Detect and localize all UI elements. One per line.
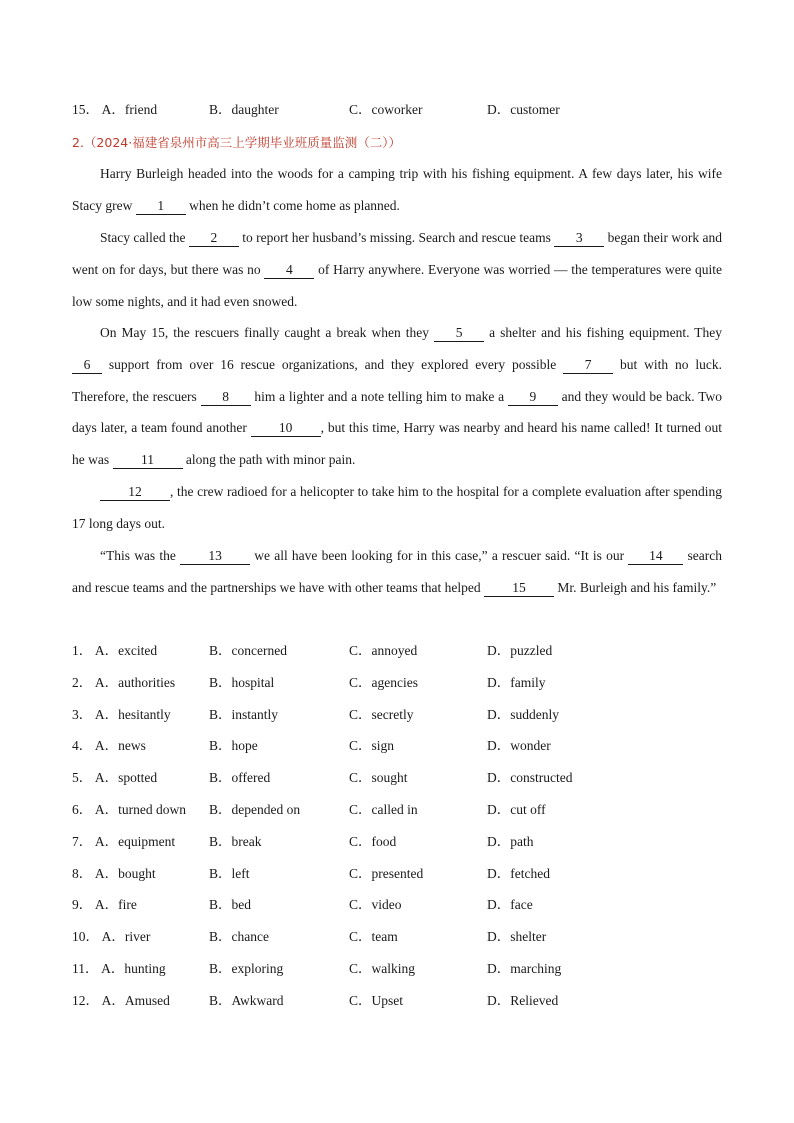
blank-1: 1 (136, 198, 186, 215)
blank-15: 15 (484, 580, 554, 597)
blank-12: 12 (100, 484, 170, 501)
question-3-option-d: D．suddenly (487, 707, 559, 722)
blank-5: 5 (434, 325, 484, 342)
question-3-option-a: 3． A．hesitantly (72, 707, 171, 722)
question-8-option-b: B．left (209, 866, 250, 881)
question-5-options (72, 768, 732, 788)
question-2-options (72, 673, 732, 693)
question-8-option-a: 8． A．bought (72, 866, 156, 881)
blank-4: 4 (264, 262, 314, 279)
blank-8: 8 (201, 389, 251, 406)
question-2-option-b: B．hospital (209, 675, 275, 690)
question-12-option-d: D．Relieved (487, 993, 559, 1008)
question-1-option-d: D．puzzled (487, 643, 553, 658)
question-12-option-a: 12． A．Amused (72, 993, 170, 1008)
blank-3: 3 (554, 230, 604, 247)
question-6-options (72, 800, 732, 820)
question-11-option-d: D．marching (487, 961, 562, 976)
blank-9: 9 (508, 389, 558, 406)
question-3-option-c: C．secretly (349, 707, 414, 722)
question-12-option-b: B．Awkward (209, 993, 284, 1008)
question-15-option-c: C．coworker (349, 102, 423, 117)
question-15-option-a: 15． A．friend (72, 102, 158, 117)
question-5-option-b: B．offered (209, 770, 271, 785)
question-11-options (72, 959, 732, 979)
question-3-option-b: B．instantly (209, 707, 279, 722)
question-10-option-d: D．shelter (487, 929, 547, 944)
question-11-option-b: B．exploring (209, 961, 284, 976)
question-2-option-c: C．agencies (349, 675, 418, 690)
question-11-option-c: C．walking (349, 961, 415, 976)
question-4-option-d: D．wonder (487, 738, 551, 753)
question-7-options (72, 832, 732, 852)
question-4-option-b: B．hope (209, 738, 258, 753)
blank-10: 10 (251, 420, 321, 437)
question-6-option-c: C．called in (349, 802, 418, 817)
question-6-option-b: B．depended on (209, 802, 301, 817)
question-2-option-a: 2． A．authorities (72, 675, 176, 690)
question-9-option-d: D．face (487, 897, 533, 912)
blank-7: 7 (563, 357, 613, 374)
question-9-options (72, 895, 732, 915)
question-4-option-c: C．sign (349, 738, 395, 753)
question-8-option-d: D．fetched (487, 866, 550, 881)
blank-14: 14 (628, 548, 683, 565)
question-10-option-b: B．chance (209, 929, 269, 944)
passage-paragraph-5: “This was the 13 we all have been looking for in this case,” a rescuer said. “It is our 14 search and rescue teams and the partnerships we have with other teams that helped 15 Mr. Burleigh and his family.” (72, 548, 722, 595)
question-15-option-d: D．customer (487, 102, 560, 117)
blank-6: 6 (72, 357, 102, 374)
passage-paragraph-4: 12 , the crew radioed for a helicopter to take him to the hospital for a complete evaluation after spending 17 long days out. (72, 484, 722, 531)
passage-paragraph-3: On May 15, the rescuers finally caught a break when they 5 a shelter and his fishing equipment. They 6 support from over 16 rescue organizations, and they explored every possible 7 but with no luck. Therefore, the rescuers 8 him a lighter and a note telling him to make a 9 and they would be back. Two days later, a team found another 10 , but this time, Harry was nearby and heard his name called! It turned out he was 11 along the path with minor pain. (72, 325, 722, 468)
question-2-option-d: D．family (487, 675, 546, 690)
question-10-options (72, 927, 732, 947)
question-15-options (72, 100, 732, 120)
blank-2: 2 (189, 230, 239, 247)
question-10-option-c: C．team (349, 929, 398, 944)
question-5-option-d: D．constructed (487, 770, 573, 785)
question-7-option-d: D．path (487, 834, 534, 849)
question-3-options (72, 705, 732, 725)
question-1-option-a: 1． A．excited (72, 643, 158, 658)
question-10-option-a: 10． A．river (72, 929, 151, 944)
question-5-option-a: 5． A．spotted (72, 770, 158, 785)
question-12-option-c: C．Upset (349, 993, 403, 1008)
blank-13: 13 (180, 548, 250, 565)
question-7-option-c: C．food (349, 834, 397, 849)
section-source-heading: 2.（2024·福建省泉州市高三上学期毕业班质量监测（二）） (72, 135, 401, 150)
blank-11: 11 (113, 452, 183, 469)
question-9-option-c: C．video (349, 897, 402, 912)
question-1-options (72, 641, 732, 661)
question-7-option-b: B．break (209, 834, 262, 849)
question-1-option-c: C．annoyed (349, 643, 418, 658)
passage-paragraph-1: Harry Burleigh headed into the woods for a camping trip with his fishing equipment. A few days later, his wife Stacy grew 1 when he didn’t come home as planned. (72, 166, 722, 213)
question-12-options (72, 991, 732, 1011)
question-4-options (72, 736, 732, 756)
question-11-option-a: 11． A．hunting (72, 961, 166, 976)
question-4-option-a: 4． A．news (72, 738, 146, 753)
passage-paragraph-2: Stacy called the 2 to report her husband’s missing. Search and rescue teams 3 began their work and went on for days, but there was no 4 of Harry anywhere. Everyone was worried — the temperatures were quite low some nights, and it had even snowed. (72, 230, 722, 309)
question-6-option-a: 6． A．turned down (72, 802, 187, 817)
question-9-option-a: 9． A．fire (72, 897, 137, 912)
question-8-option-c: C．presented (349, 866, 424, 881)
question-7-option-a: 7． A．equipment (72, 834, 176, 849)
question-15-option-b: B．daughter (209, 102, 279, 117)
question-6-option-d: D．cut off (487, 802, 546, 817)
question-9-option-b: B．bed (209, 897, 251, 912)
question-5-option-c: C．sought (349, 770, 408, 785)
question-8-options (72, 864, 732, 884)
question-1-option-b: B．concerned (209, 643, 287, 658)
